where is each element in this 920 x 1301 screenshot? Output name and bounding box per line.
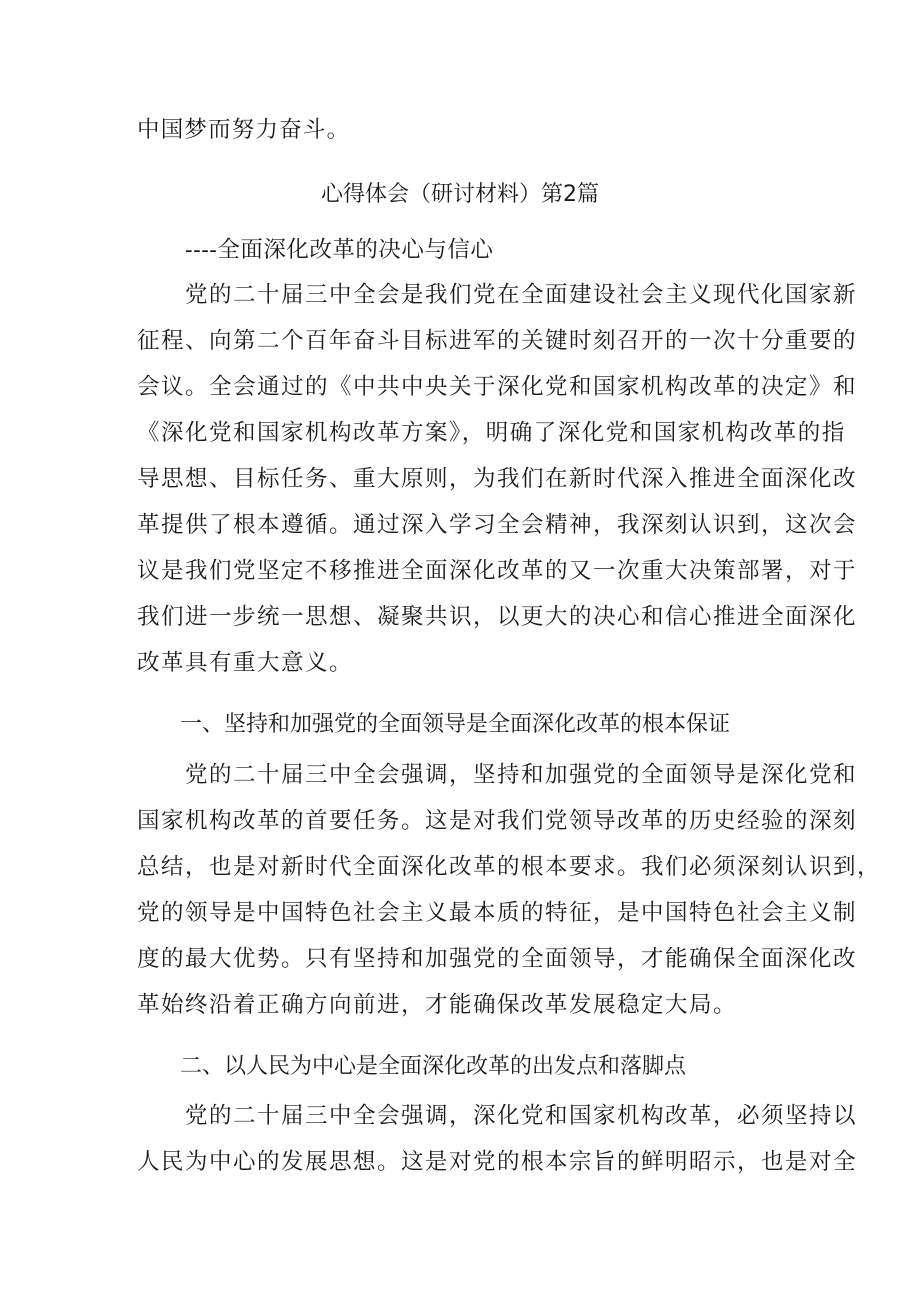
paragraph-line: 改革具有重大意义。	[137, 650, 354, 676]
paragraph-line: 会议。全会通过的《中共中央关于深化党和国家机构改革的决定》和	[137, 374, 858, 400]
paragraph-line: 党的领导是中国特色社会主义最本质的特征，是中国特色社会主义制	[137, 900, 858, 926]
section-heading-2: 二、以人民为中心是全面深化改革的出发点和落脚点	[180, 1054, 687, 1079]
paragraph-line: 党的二十届三中全会是我们党在全面建设社会主义现代化国家新	[137, 282, 858, 308]
document-title: 心得体会（研讨材料）第2篇	[321, 182, 599, 207]
paragraph-2	[137, 752, 882, 1028]
paragraph-line: 《深化党和国家机构改革方案》，明确了深化党和国家机构改革的指	[137, 420, 846, 446]
paragraph-3	[137, 1093, 858, 1185]
paragraph-line: 人民为中心的发展思想。这是对党的根本宗旨的鲜明昭示，也是对全	[137, 1149, 858, 1175]
section-heading-1: 一、坚持和加强党的全面领导是全面深化改革的根本保证	[180, 712, 731, 737]
paragraph-line: 革提供了根本遵循。通过深入学习全会精神，我深刻认识到，这次会	[137, 512, 858, 538]
paragraph-line: 征程、向第二个百年奋斗目标进军的关键时刻召开的一次十分重要的	[137, 328, 858, 354]
paragraph-line: 议是我们党坚定不移推进全面深化改革的又一次重大决策部署，对于	[137, 558, 858, 584]
paragraph-line: 度的最大优势。只有坚持和加强党的全面领导，才能确保全面深化改	[137, 946, 858, 972]
intro-line: 中国梦而努力奋斗。	[137, 117, 351, 143]
paragraph-line: 党的二十届三中全会强调，深化党和国家机构改革，必须坚持以	[137, 1103, 858, 1129]
paragraph-line: 国家机构改革的首要任务。这是对我们党领导改革的历史经验的深刻	[137, 808, 858, 834]
paragraph-line: 我们进一步统一思想、凝聚共识，以更大的决心和信心推进全面深化	[137, 604, 858, 630]
paragraph-line: 导思想、目标任务、重大原则，为我们在新时代深入推进全面深化改	[137, 466, 858, 492]
paragraph-line: 党的二十届三中全会强调，坚持和加强党的全面领导是深化党和	[137, 762, 858, 788]
paragraph-1	[137, 272, 858, 686]
document-subtitle: ----全面深化改革的决心与信心	[185, 237, 494, 263]
paragraph-line: 革始终沿着正确方向前进，才能确保改革发展稳定大局。	[137, 992, 738, 1018]
paragraph-line: 总结，也是对新时代全面深化改革的根本要求。我们必须深刻认识到，	[137, 854, 882, 880]
